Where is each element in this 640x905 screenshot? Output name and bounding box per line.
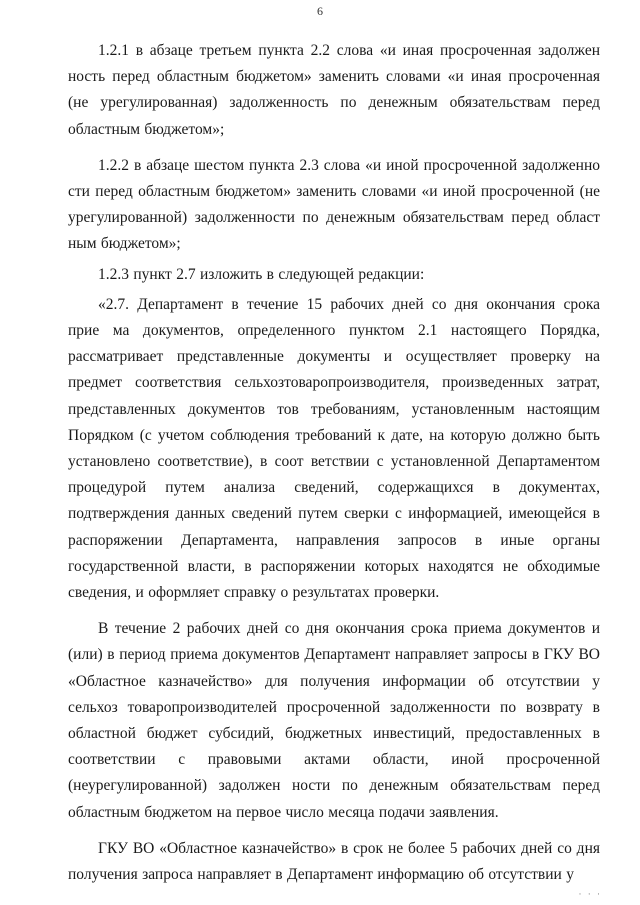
text-line: обходимые сведения, и оформляет справку о результатах проверки.: [68, 557, 600, 602]
paragraph-1-2-3: [68, 262, 600, 288]
text-line: В течение 2 рабочих дней со дня окончания срока приема документов и: [98, 620, 600, 638]
text-line: бюджетом»;: [144, 120, 225, 138]
text-line: 1.2.1 в абзаце третьем пункта 2.2 слова «и иная просроченная задолжен: [98, 42, 600, 59]
text-line: сти перед областным бюджетом» заменить словами «и иной просроченной (не: [68, 183, 600, 201]
text-line: месяца подачи заявления.: [328, 803, 499, 821]
text-line: урегулированной) задолженности по денежным обязательствам перед област: [68, 209, 600, 227]
text-line: (или) в период приема документов Департамент направляет запросы в ГКУ ВО: [68, 646, 600, 664]
text-line: ность перед областным бюджетом» заменить словами «и иная просроченная (не: [68, 68, 600, 112]
text-line: тов требованиям, установленным настоящим Порядком (с учетом соблюдения: [68, 400, 600, 444]
text-line: содержащихся в документах, подтверждения данных сведений путем сверки с: [68, 479, 601, 523]
text-line: требований к дате, на которую должно быть установлено соответствие), в соот: [68, 426, 600, 471]
paragraph-treasury: [68, 836, 600, 888]
paragraph-requests: [68, 616, 600, 826]
text-line: информацией, имеющейся в распоряжении Департамента, направления запросов: [68, 505, 601, 549]
text-line: в иные органы государственной власти, в распоряжении которых находятся не: [68, 531, 600, 575]
text-line: получения запроса направляет в Департамент информацию об отсутствии у: [68, 866, 574, 884]
text-line: товаропроизводителей просроченной задолженности по возврату в областной: [68, 698, 600, 743]
paragraph-1-2-1: [68, 38, 600, 143]
text-line: ма документов, определенного пунктом 2.1 настоящего Порядка, рассматривает: [68, 322, 600, 366]
paragraph-2-7: [68, 292, 600, 606]
text-line: представленные документы и осуществляет проверку на предмет соответствия: [68, 348, 600, 392]
scan-mark: · · ·: [578, 889, 602, 899]
text-line: «Областное казначейство» для получения информации об отсутствии у сельхоз: [68, 672, 600, 716]
text-line: сельхозтоваропроизводителя, произведенных затрат, представленных документов: [68, 374, 601, 418]
paragraph-1-2-2: [68, 153, 600, 258]
document-body: [68, 38, 600, 888]
text-line: 1.2.2 в абзаце шестом пункта 2.3 слова «и иной просроченной задолженно: [98, 156, 600, 174]
text-line: 1.2.3 пункт 2.7 изложить в следующей редакции:: [98, 265, 425, 283]
text-line: ветствии с установленной Департаментом процедурой путем анализа сведений,: [68, 453, 601, 497]
page-number: 6: [317, 4, 323, 18]
text-line: ности по денежным обязательствам перед областным бюджетом на первое число: [68, 777, 600, 821]
text-line: правовыми актами области, иной просроченной (неурегулированной) задолжен: [68, 751, 600, 795]
text-line: бюджет субсидий, бюджетных инвестиций, предоставленных в соответствии с: [68, 725, 600, 769]
text-line: урегулированная) задолженность по денежным обязательствам перед областным: [68, 94, 601, 138]
text-line: «2.7. Департамент в течение 15 рабочих дней со дня окончания срока прие: [68, 295, 600, 340]
text-line: ГКУ ВО «Областное казначейство» в срок не более 5 рабочих дней со дня: [98, 839, 600, 857]
text-line: ным бюджетом»;: [68, 235, 181, 253]
